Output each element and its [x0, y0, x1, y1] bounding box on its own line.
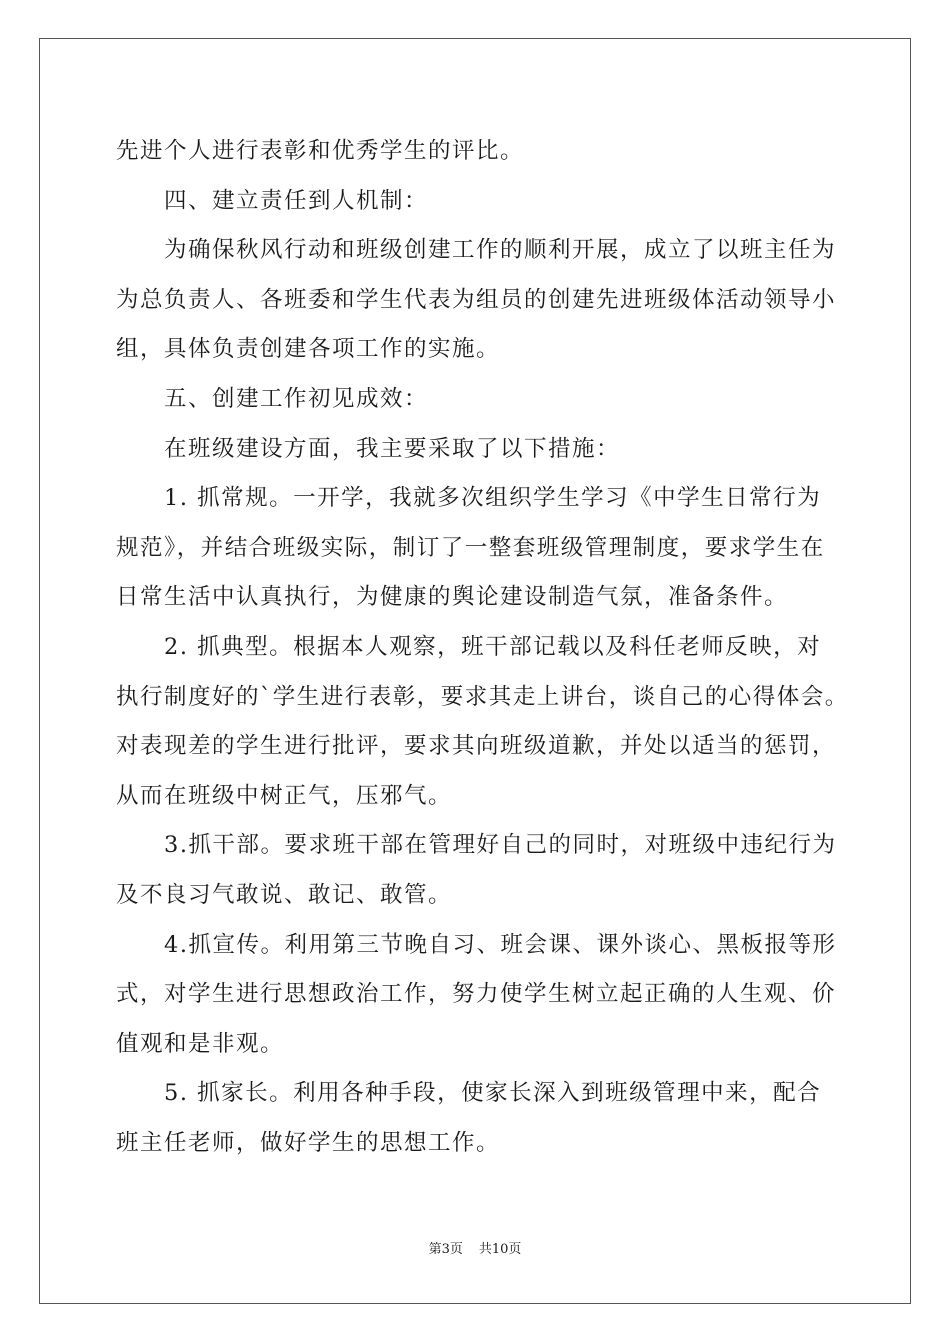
text-line: 对表现差的学生进行批评，要求其向班级道歉，并处以适当的惩罚， — [116, 733, 837, 760]
text-line: 先进个人进行表彰和优秀学生的评比。 — [116, 138, 525, 164]
page-number: 第3页 — [428, 1242, 463, 1257]
text-line: 规范》，并结合班级实际，制订了一整套班级管理制度，要求学生在 — [116, 534, 825, 561]
text-line: 4.抓宣传。利用第三节晚自习、班会课、课外谈心、黑板报等形 — [164, 931, 837, 958]
text-line: 5. 抓家长。利用各种手段，使家长深入到班级管理中来，配合 — [164, 1080, 822, 1107]
text-line: 执行制度好的`学生进行表彰，要求其走上讲台，谈自己的心得体会。 — [116, 683, 849, 710]
text-line: 及不良习气敢说、敢记、敢管。 — [116, 881, 453, 908]
text-line: 四、建立责任到人机制： — [164, 187, 429, 214]
text-line: 为总负责人、各班委和学生代表为组员的创建先进班级体活动领导小 — [116, 286, 837, 313]
text-line: 在班级建设方面，我主要采取了以下措施： — [164, 435, 621, 462]
text-line: 为确保秋风行动和班级创建工作的顺利开展，成立了以班主任为 — [164, 237, 837, 264]
page-footer — [0, 1240, 950, 1260]
text-line: 五、创建工作初见成效： — [164, 385, 429, 412]
page-total: 共10页 — [478, 1242, 522, 1257]
text-line: 组，具体负责创建各项工作的实施。 — [116, 336, 501, 363]
text-line: 从而在班级中树正气，压邪气。 — [116, 782, 453, 809]
text-line: 3.抓干部。要求班干部在管理好自己的同时，对班级中违纪行为 — [164, 832, 837, 859]
text-line: 日常生活中认真执行，为健康的舆论建设制造气氛，准备条件。 — [116, 584, 789, 611]
text-line: 2. 抓典型。根据本人观察，班干部记载以及科任老师反映，对 — [164, 633, 822, 660]
text-line: 值观和是非观。 — [116, 1030, 285, 1057]
text-line: 式，对学生进行思想政治工作，努力使学生树立起正确的人生观、价 — [116, 981, 837, 1008]
document-body — [116, 127, 849, 1168]
text-line: 班主任老师，做好学生的思想工作。 — [116, 1129, 501, 1156]
text-line: 1. 抓常规。一开学，我就多次组织学生学习《中学生日常行为 — [164, 485, 822, 512]
